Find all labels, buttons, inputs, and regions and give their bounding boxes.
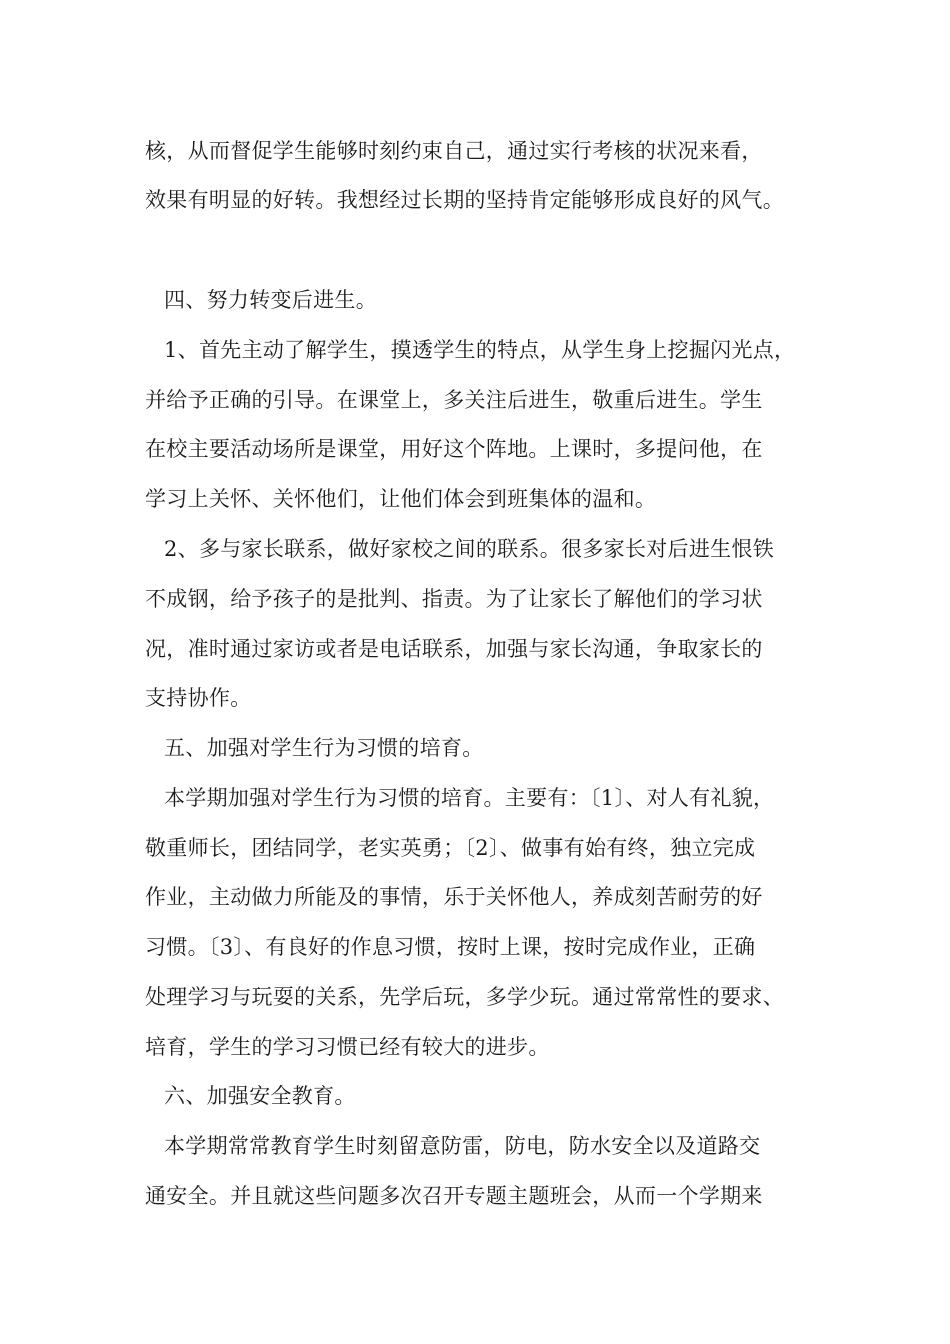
paragraph-line: 核，从而督促学生能够时刻约束自己，通过实行考核的状况来看， — [145, 139, 763, 163]
paragraph-line: 并给予正确的引导。在课堂上，多关注后进生，敬重后进生。学生 — [145, 388, 763, 412]
paragraph-line: 不成钢，给予孩子的是批判、指责。为了让家长了解他们的学习状 — [145, 587, 763, 611]
paragraph-line: 通安全。并且就这些问题多次召开专题主题班会，从而一个学期来 — [145, 1184, 763, 1208]
paragraph-line: 习惯。〔3〕、有良好的作息习惯，按时上课，按时完成作业，正确 — [145, 935, 756, 959]
paragraph-line: 本学期常常教育学生时刻留意防雷，防电，防水安全以及道路交 — [164, 1134, 761, 1158]
paragraph-line: 处理学习与玩耍的关系，先学后玩，多学少玩。通过常常性的要求、 — [145, 985, 784, 1009]
paragraph-line: 培育，学生的学习习惯已经有较大的进步。 — [145, 1035, 550, 1059]
paragraph-line: 1、首先主动了解学生，摸透学生的特点，从学生身上挖掘闪光点， — [164, 338, 796, 362]
section-heading: 六、加强安全教育。 — [164, 1084, 356, 1108]
paragraph-line: 作业，主动做力所能及的事情，乐于关怀他人，养成刻苦耐劳的好 — [145, 885, 763, 909]
paragraph-line: 效果有明显的好转。我想经过长期的坚持肯定能够形成良好的风气。 — [145, 188, 784, 212]
paragraph-line: 敬重师长，团结同学，老实英勇；〔2〕、做事有始有终，独立完成 — [145, 836, 756, 860]
paragraph-line: 在校主要活动场所是课堂，用好这个阵地。上课时，多提问他，在 — [145, 437, 763, 461]
section-heading: 五、加强对学生行为习惯的培育。 — [164, 736, 484, 760]
paragraph-line: 本学期加强对学生行为习惯的培育。主要有：〔1〕、对人有礼貌， — [164, 786, 775, 810]
paragraph-line: 况，准时通过家访或者是电话联系，加强与家长沟通，争取家长的 — [145, 637, 763, 661]
paragraph-line: 学习上关怀、关怀他们，让他们体会到班集体的温和。 — [145, 487, 657, 511]
section-heading: 四、努力转变后进生。 — [164, 288, 377, 312]
paragraph-line: 支持协作。 — [145, 686, 252, 710]
paragraph-line: 2、多与家长联系，做好家校之间的联系。很多家长对后进生恨铁 — [164, 537, 775, 561]
